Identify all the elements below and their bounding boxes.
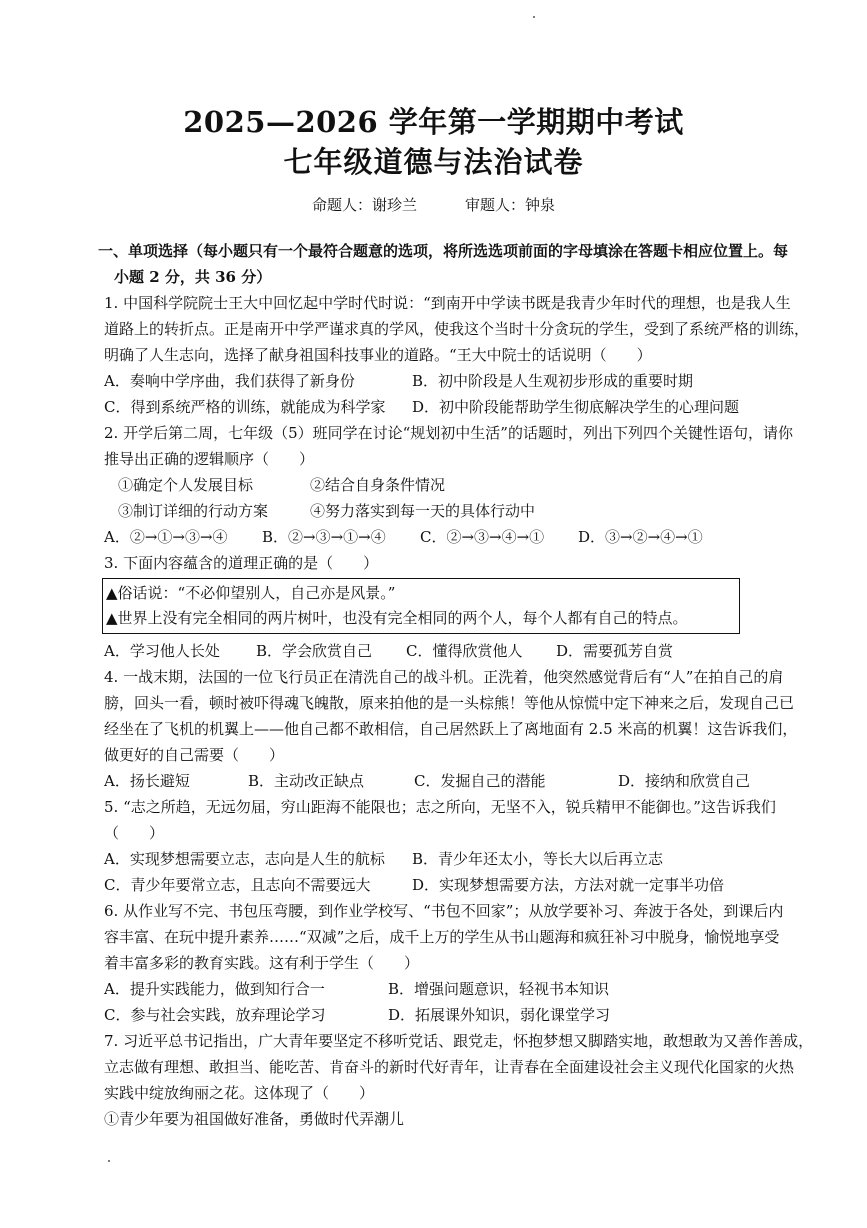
option-d[interactable]: D．实现梦想需要方法，方法对就一定事半功倍 bbox=[412, 876, 725, 894]
question-3-stem: 3. 下面内容蕴含的道理正确的是（ ） bbox=[104, 554, 379, 572]
question-6-options-row2 bbox=[104, 1002, 840, 1028]
scan-speck bbox=[108, 1160, 110, 1162]
question-7 bbox=[104, 1028, 840, 1132]
question-5-options-row2 bbox=[104, 872, 840, 898]
option-d[interactable]: D．③→②→④→① bbox=[578, 528, 703, 546]
question-5-options-row1 bbox=[104, 846, 840, 872]
option-c[interactable]: C．发掘自己的潜能 bbox=[414, 772, 546, 790]
question-2-items-row1 bbox=[104, 472, 840, 498]
question-6 bbox=[104, 898, 840, 1028]
exam-title-line2: 七年级道德与法治试卷 bbox=[283, 145, 584, 179]
question-4-options bbox=[104, 768, 840, 794]
option-b[interactable]: B．增强问题意识，轻视书本知识 bbox=[388, 980, 610, 998]
question-2-options bbox=[104, 524, 840, 550]
option-a[interactable]: A．②→①→③→④ bbox=[104, 528, 228, 546]
option-a[interactable]: A．扬长避短 bbox=[104, 772, 190, 790]
question-1-line: 明确了人生志向，选择了献身祖国科技事业的道路。“王大中院士的话说明（ ） bbox=[104, 346, 652, 364]
option-a[interactable]: A．奏响中学序曲，我们获得了新身份 bbox=[104, 372, 355, 390]
statement-1: ①青少年要为祖国做好准备，勇做时代弄潮儿 bbox=[104, 1110, 405, 1128]
question-5-line: 5. “志之所趋，无远勿届，穷山距海不能限也；志之所向，无坚不入，锐兵精甲不能御也。”这告诉我们 bbox=[104, 798, 776, 816]
question-7-line: 7. 习近平总书记指出，广大青年要坚定不移听党话、跟党走，怀抱梦想又脚踏实地，敢想敢为又善作善成， bbox=[104, 1032, 814, 1050]
question-5-line: （ ） bbox=[104, 824, 165, 842]
option-c[interactable]: C．参与社会实践，放弃理论学习 bbox=[104, 1006, 326, 1024]
option-a[interactable]: A．实现梦想需要立志，志向是人生的航标 bbox=[104, 850, 385, 868]
option-a[interactable]: A．学习他人长处 bbox=[104, 642, 220, 660]
option-d[interactable]: D．拓展课外知识，弱化课堂学习 bbox=[388, 1006, 611, 1024]
question-1-line: 道路上的转折点。正是南开中学严谨求真的学风，使我这个当时十分贪玩的学生，受到了系统严格的训练， bbox=[104, 320, 810, 338]
question-6-options-row1 bbox=[104, 976, 840, 1002]
question-4-line: 做更好的自己需要（ ） bbox=[104, 746, 285, 764]
statement-4: ④努力落实到每一天的具体行动中 bbox=[310, 502, 536, 520]
quote-2: ▲世界上没有完全相同的两片树叶，也没有完全相同的两个人，每个人都有自己的特点。 bbox=[106, 609, 688, 627]
option-c[interactable]: C．②→③→④→① bbox=[420, 528, 545, 546]
question-2 bbox=[104, 420, 840, 550]
option-b[interactable]: B．初中阶段是人生观初步形成的重要时期 bbox=[412, 372, 694, 390]
author-name: 命题人：谢珍兰 bbox=[311, 196, 417, 214]
option-d[interactable]: D．需要孤芳自赏 bbox=[556, 642, 674, 660]
option-c[interactable]: C．青少年要常立志，且志向不需要远大 bbox=[104, 876, 371, 894]
quote-1: ▲俗话说：“不必仰望别人，自己亦是风景。” bbox=[106, 584, 396, 602]
statement-3: ③制订详细的行动方案 bbox=[118, 502, 269, 520]
question-4-line: 经坐在了飞机的机翼上——他自己都不敢相信，自己居然跃上了离地面有 2.5 米高的机翼！这告诉我们， bbox=[104, 720, 798, 738]
question-6-line: 容丰富、在玩中提升素养……“双减”之后，成千上万的学生从书山题海和疯狂补习中脱身，愉悦地享受 bbox=[104, 928, 780, 946]
scan-speck bbox=[533, 16, 535, 18]
option-b[interactable]: B．②→③→①→④ bbox=[262, 528, 386, 546]
quote-box bbox=[102, 578, 740, 634]
question-1-line: 1. 中国科学院院士王大中回忆起中学时代时说：“到南开中学读书既是我青少年时代的理想，也是我人生 bbox=[104, 294, 791, 312]
question-6-line: 6. 从作业写不完、书包压弯腰，到作业学校写、“书包不回家”；从放学要补习、奔波于各处，到课后内 bbox=[104, 902, 784, 920]
exam-content bbox=[98, 238, 840, 1132]
option-a[interactable]: A．提升实践能力，做到知行合一 bbox=[104, 980, 325, 998]
question-5 bbox=[104, 794, 840, 898]
question-7-line: 立志做有理想、敢担当、能吃苦、肯奋斗的新时代好青年，让青春在全面建设社会主义现代化国家的火热 bbox=[104, 1058, 795, 1076]
question-3-options bbox=[104, 638, 840, 664]
option-c[interactable]: C．懂得欣赏他人 bbox=[406, 642, 523, 660]
statement-2: ②结合自身条件情况 bbox=[310, 476, 446, 494]
question-4-line: 膀，回头一看，顿时被吓得魂飞魄散，原来拍他的是一头棕熊！等他从惊慌中定下神来之后，发现自己已 bbox=[104, 694, 795, 712]
question-2-line: 推导出正确的逻辑顺序（ ） bbox=[104, 450, 315, 468]
statement-1: ①确定个人发展目标 bbox=[118, 476, 254, 494]
option-d[interactable]: D．初中阶段能帮助学生彻底解决学生的心理问题 bbox=[412, 398, 740, 416]
question-1-options-row2 bbox=[104, 394, 840, 420]
exam-authors bbox=[0, 194, 867, 215]
option-c[interactable]: C．得到系统严格的训练，就能成为科学家 bbox=[104, 398, 386, 416]
option-b[interactable]: B．学会欣赏自己 bbox=[256, 642, 373, 660]
question-1-options-row1 bbox=[104, 368, 840, 394]
question-4 bbox=[104, 664, 840, 794]
option-b[interactable]: B．青少年还太小，等长大以后再立志 bbox=[412, 850, 664, 868]
question-2-line: 2. 开学后第二周，七年级（5）班同学在讨论“规划初中生活”的话题时，列出下列四个关键性语句，请你 bbox=[104, 424, 793, 442]
question-6-line: 着丰富多彩的教育实践。这有利于学生（ ） bbox=[104, 954, 420, 972]
section-heading: 一、单项选择（每小题只有一个最符合题意的选项，将所选选项前面的字母填涂在答题卡相应位置上。每 小题 2 分，共 36 分） bbox=[98, 242, 789, 286]
option-b[interactable]: B．主动改正缺点 bbox=[248, 772, 365, 790]
question-1 bbox=[104, 290, 840, 420]
question-7-line: 实践中绽放绚丽之花。这体现了（ ） bbox=[104, 1084, 375, 1102]
option-d[interactable]: D．接纳和欣赏自己 bbox=[618, 772, 751, 790]
question-2-items-row2 bbox=[104, 498, 840, 524]
question-4-line: 4. 一战末期，法国的一位飞行员正在清洗自己的战斗机。正洗着，他突然感觉背后有“人”在拍自己的肩 bbox=[104, 668, 784, 686]
exam-title-line1: 2025—2026 学年第一学期期中考试 bbox=[183, 105, 684, 139]
question-3 bbox=[104, 550, 840, 664]
reviewer-name: 审题人：钟泉 bbox=[465, 196, 556, 214]
